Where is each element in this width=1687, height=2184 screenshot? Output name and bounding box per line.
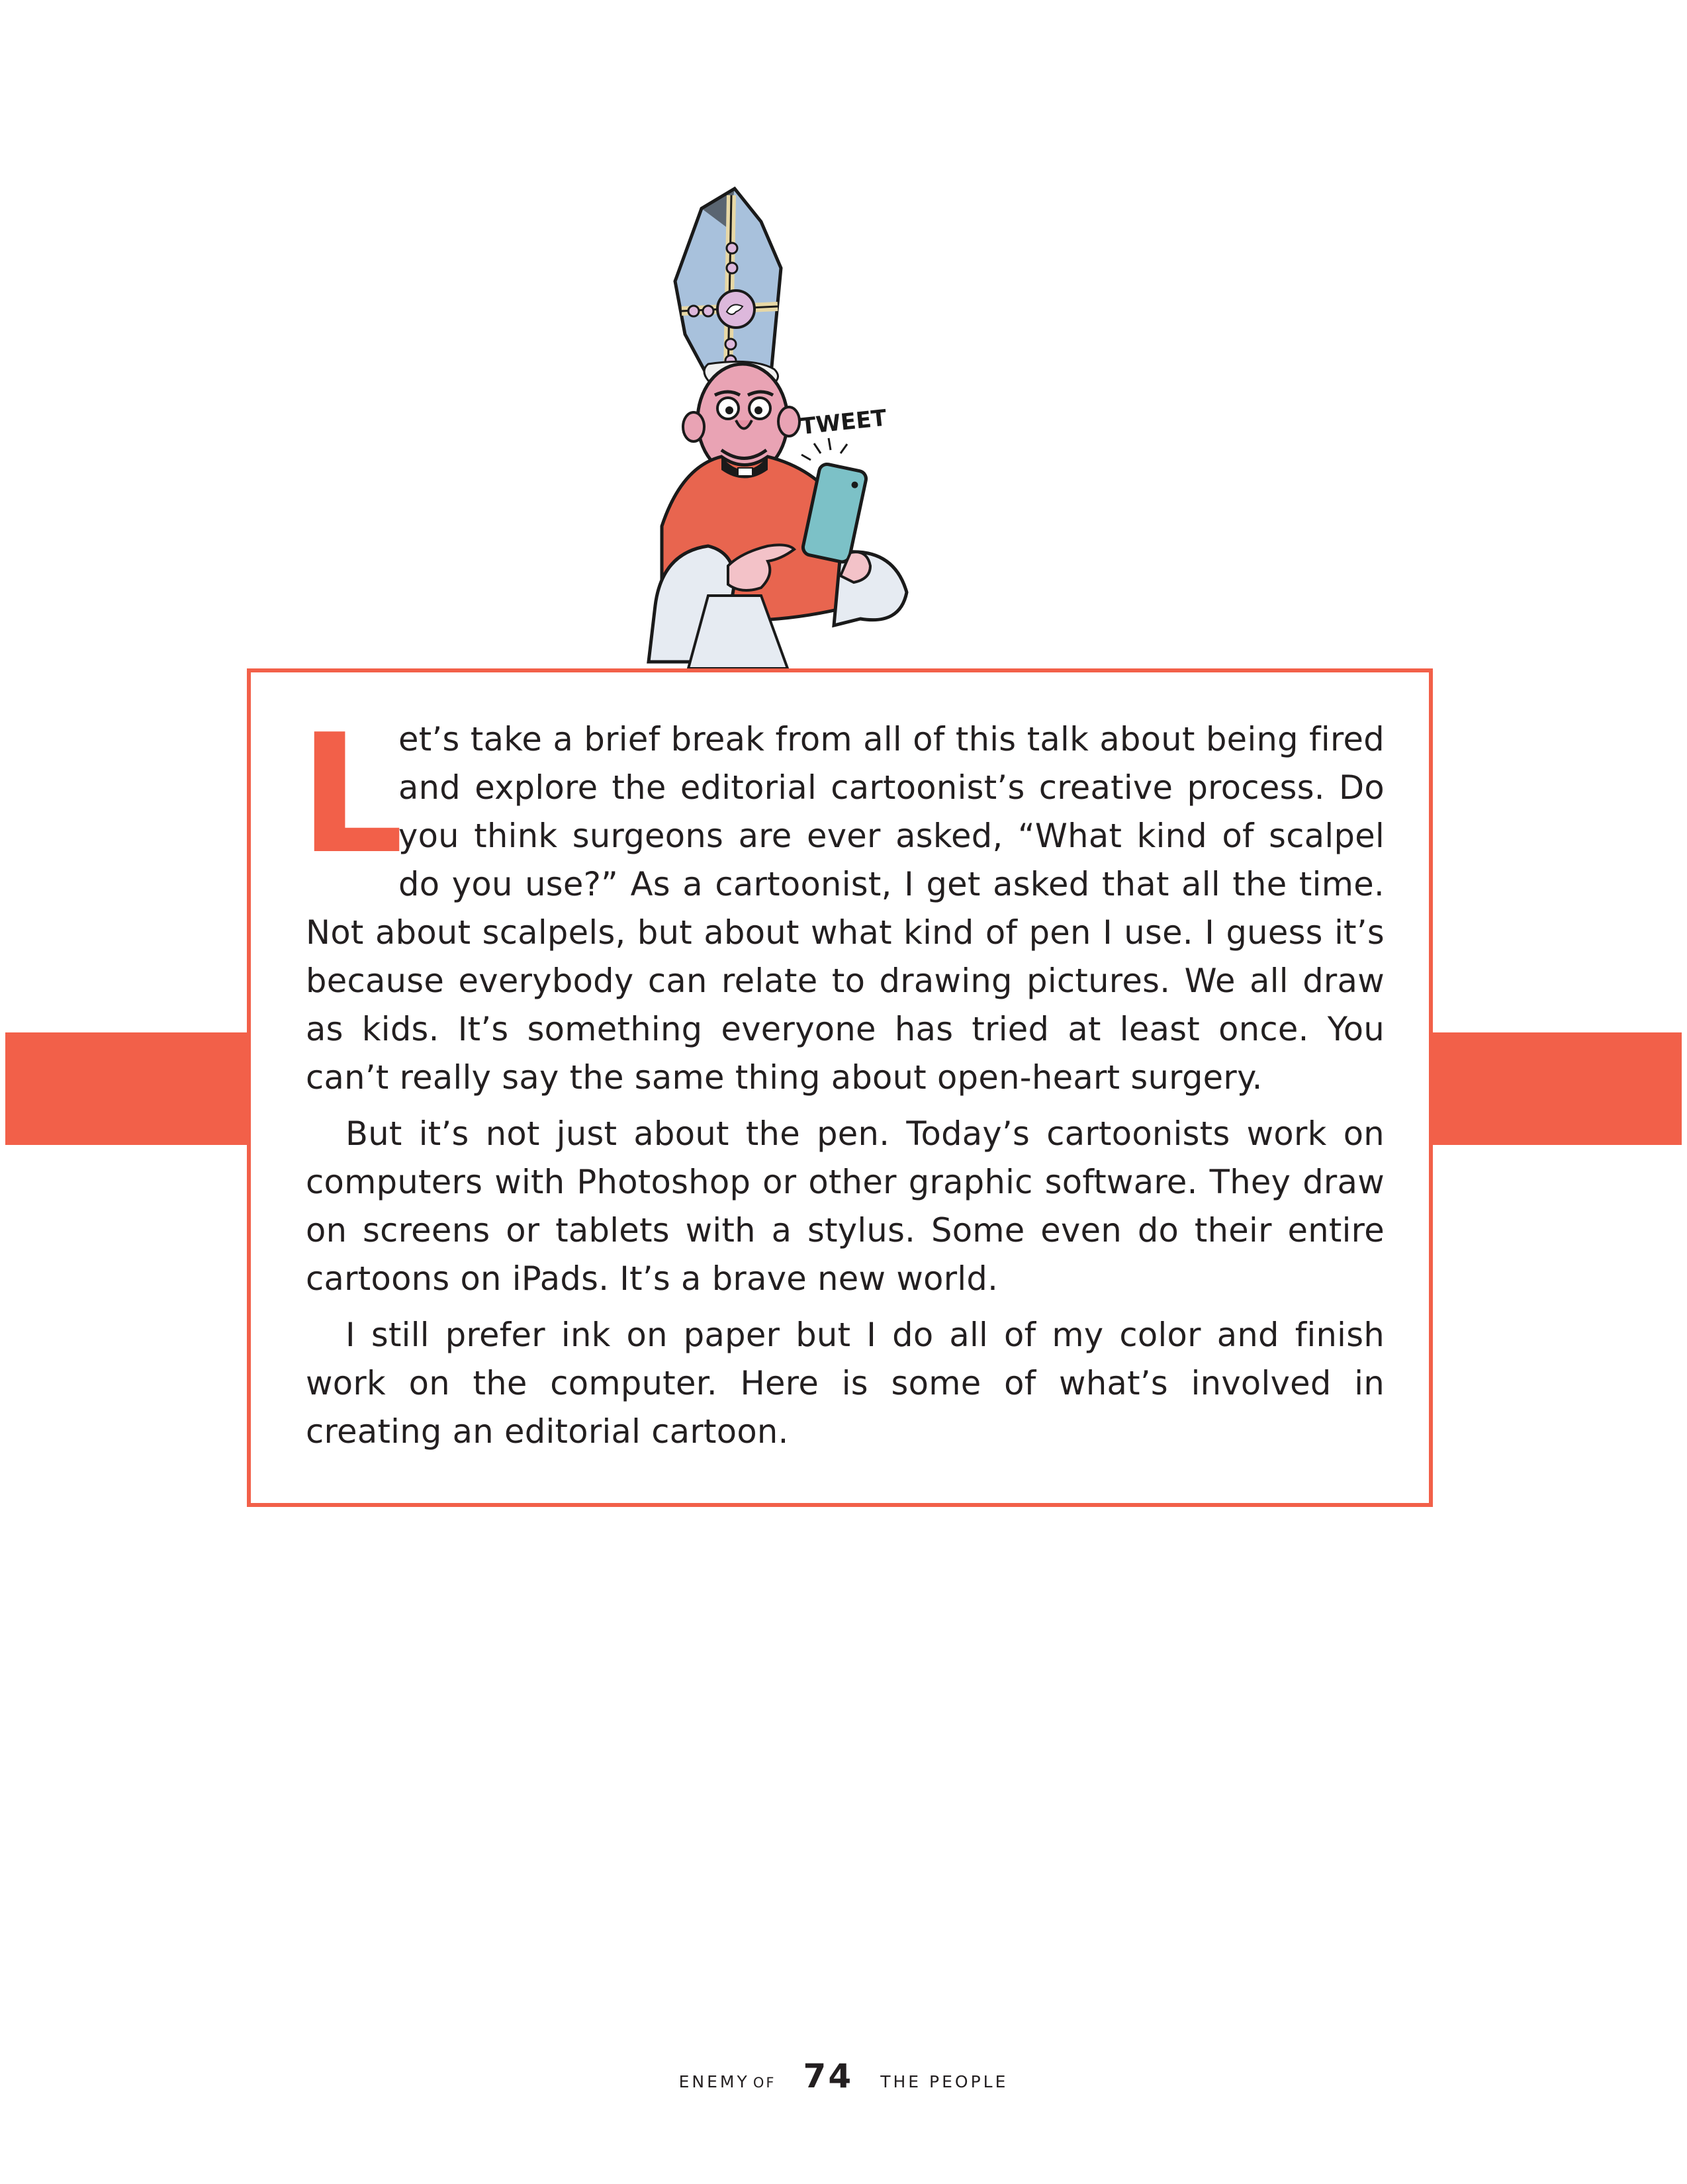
paragraph-1-text: et’s take a brief break from all of this talk about being fired and explore the editorial cartoonist’s creative process. Do you think surgeons are ever asked, “What kind of scalpel do you use?” As a cartoonist, I get asked that all the time. Not about scalpels, but about what kind of pen I use. I guess it’s because everybody can relate to drawing pictures. We all draw as kids. It’s something everyone has tried at least once. You can’t really say the same thing about open-heart surgery.: [306, 720, 1385, 1097]
article-paragraph-3: I still prefer ink on paper but I do all of my color and finish work on the computer. Here is some of what’s involved in creating an editorial cartoon.: [306, 1316, 1385, 1451]
article-body: [299, 700, 1385, 1464]
article-paragraph-2: But it’s not just about the pen. Today’s cartoonists work on computers with Photoshop or other graphic software. They draw on screens or tablets with a stylus. Some even do their entire cartoons on iPads. It’s a brave new world.: [306, 1115, 1385, 1298]
accent-band-right: [1432, 1032, 1682, 1145]
page-footer: [0, 2057, 1687, 2095]
page-number: 74: [803, 2057, 854, 2095]
accent-band-left: [5, 1032, 248, 1145]
tweet-caption: TWEET: [799, 404, 888, 441]
article-paragraph-1: [299, 700, 1385, 1102]
article-text-box: [247, 668, 1433, 1507]
footer-enemy: ENEMY: [678, 2072, 750, 2091]
footer-the-people: THE PEOPLE: [880, 2072, 1009, 2091]
footer-of: OF: [752, 2075, 776, 2091]
drop-cap: L: [299, 700, 404, 890]
pope-tweeting-illustration: [622, 182, 1059, 668]
